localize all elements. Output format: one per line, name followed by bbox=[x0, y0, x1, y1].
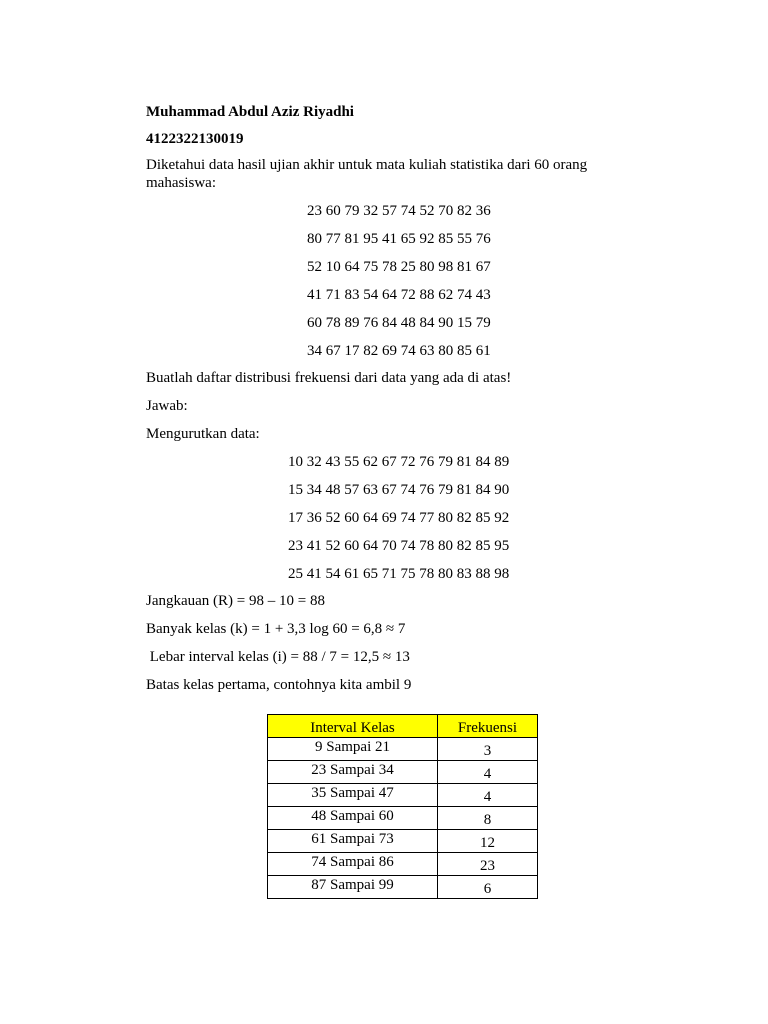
table-row bbox=[268, 876, 538, 899]
raw-data-line: 52 10 64 75 78 25 80 98 81 67 bbox=[307, 259, 491, 275]
frequency-cell: 4 bbox=[438, 761, 538, 784]
frequency-cell: 3 bbox=[438, 738, 538, 761]
table-row bbox=[268, 738, 538, 761]
sorting-label: Mengurutkan data: bbox=[146, 426, 260, 442]
interval-cell: 74 Sampai 86 bbox=[268, 853, 438, 876]
class-count-formula: Banyak kelas (k) = 1 + 3,3 log 60 = 6,8 ≈ 7 bbox=[146, 621, 406, 637]
table-row bbox=[268, 784, 538, 807]
first-class-note: Batas kelas pertama, contohnya kita ambil 9 bbox=[146, 677, 412, 693]
frequency-cell: 4 bbox=[438, 784, 538, 807]
class-width-formula: Lebar interval kelas (i) = 88 / 7 = 12,5 ≈ 13 bbox=[146, 649, 410, 665]
interval-cell: 35 Sampai 47 bbox=[268, 784, 438, 807]
table-row bbox=[268, 853, 538, 876]
table-row bbox=[268, 830, 538, 853]
raw-data-line: 41 71 83 54 64 72 88 62 74 43 bbox=[307, 287, 491, 303]
table-row bbox=[268, 807, 538, 830]
interval-cell: 23 Sampai 34 bbox=[268, 761, 438, 784]
raw-data-line: 80 77 81 95 41 65 92 85 55 76 bbox=[307, 231, 491, 247]
raw-data-line: 34 67 17 82 69 74 63 80 85 61 bbox=[307, 343, 491, 359]
interval-cell: 9 Sampai 21 bbox=[268, 738, 438, 761]
frequency-table bbox=[267, 714, 538, 899]
student-id: 4122322130019 bbox=[146, 131, 244, 147]
interval-cell: 48 Sampai 60 bbox=[268, 807, 438, 830]
table-header-row bbox=[268, 715, 538, 738]
interval-cell: 87 Sampai 99 bbox=[268, 876, 438, 899]
header-interval: Interval Kelas bbox=[268, 715, 438, 738]
frequency-cell: 12 bbox=[438, 830, 538, 853]
intro-paragraph: Diketahui data hasil ujian akhir untuk mata kuliah statistika dari 60 orang mahasiswa: bbox=[146, 157, 588, 191]
sorted-data-line: 15 34 48 57 63 67 74 76 79 81 84 90 bbox=[288, 482, 510, 498]
author-name: Muhammad Abdul Aziz Riyadhi bbox=[146, 104, 354, 120]
question-text: Buatlah daftar distribusi frekuensi dari data yang ada di atas! bbox=[146, 370, 512, 386]
frequency-cell: 23 bbox=[438, 853, 538, 876]
header-frequency: Frekuensi bbox=[438, 715, 538, 738]
table-row bbox=[268, 761, 538, 784]
frequency-cell: 8 bbox=[438, 807, 538, 830]
range-formula: Jangkauan (R) = 98 – 10 = 88 bbox=[146, 593, 325, 609]
interval-cell: 61 Sampai 73 bbox=[268, 830, 438, 853]
sorted-data-line: 17 36 52 60 64 69 74 77 80 82 85 92 bbox=[288, 510, 510, 526]
answer-label: Jawab: bbox=[146, 398, 188, 414]
raw-data-line: 23 60 79 32 57 74 52 70 82 36 bbox=[307, 203, 491, 219]
frequency-cell: 6 bbox=[438, 876, 538, 899]
sorted-data-line: 10 32 43 55 62 67 72 76 79 81 84 89 bbox=[288, 454, 510, 470]
sorted-data-line: 25 41 54 61 65 71 75 78 80 83 88 98 bbox=[288, 566, 510, 582]
sorted-data-line: 23 41 52 60 64 70 74 78 80 82 85 95 bbox=[288, 538, 510, 554]
raw-data-line: 60 78 89 76 84 48 84 90 15 79 bbox=[307, 315, 491, 331]
